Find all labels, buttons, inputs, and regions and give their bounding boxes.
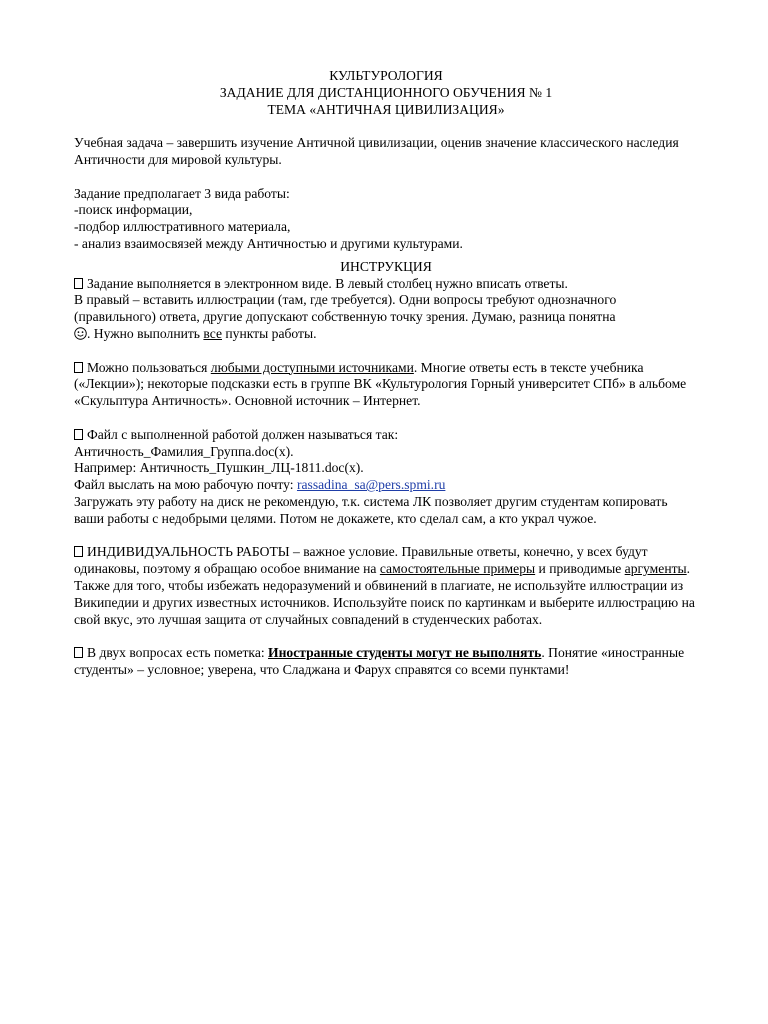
instruction-paragraph-4: ИНДИВИДУАЛЬНОСТЬ РАБОТЫ – важное условие. Правильные ответы, конечно, у всех будут одинаковы, поэтому я обращаю особое внимание на самостоятельные примеры и приводимые аргументы. Также для того, чтобы избежать недоразумений и обвинений в плагиате, не используйте иллюстрации из Википедии и других известных источников. Используйте поиск по картинкам и выберите иллюстрацию на свой вкус, это лучшая защита от случайных совпадений в студенческих работах. [74,544,695,627]
work-types-title: Задание предполагает 3 вида работы: [74,185,290,201]
instruction-paragraph-1: Задание выполняется в электронном виде. В левый столбец нужно вписать ответы. В правый – вставить иллюстрации (там, где требуется). Одни вопросы требуют однозначного (правильного) ответа, другие допускают собственную точку зрения. Думаю, разница понятна . Нужно выполнить все пункты работы. [74,275,617,341]
checkbox-bullet-icon [74,546,83,557]
email-link[interactable]: rassadina_sa@pers.spmi.ru [296,477,446,493]
goal-paragraph: Учебная задача – завершить изучение Античной цивилизации, оценив значение классического наследия Античности для мировой культуры. [74,135,679,167]
instruction-paragraph-3: Файл с выполненной работой должен называться так: Античность_Фамилия_Группа.doc(x). Например: Античность_Пушкин_ЛЦ-1811.doc(x). Файл выслать на мою рабочую почту: rassadina_sa@pers.spmi.ru Загружать эту работу на диск не рекомендую, т.к. система ЛК позволяет другим студентам копировать ваши работы с недобрыми целями. Потом не докажете, кто сделал сам, а кто украл чужое. [74,426,668,526]
checkbox-bullet-icon [74,362,83,373]
checkbox-bullet-icon [74,278,83,289]
topic-heading: ТЕМА «АНТИЧНАЯ ЦИВИЛИЗАЦИЯ» [267,101,505,117]
checkbox-bullet-icon [74,647,83,658]
instruction-paragraph-2: Можно пользоваться любыми доступными источниками. Многие ответы есть в тексте учебника («Лекции»); некоторые подсказки есть в группе ВК «Культурология Горный университет СПб» в альбоме «Скульптура Античность». Основной источник – Интернет. [74,359,687,409]
assignment-heading: ЗАДАНИЕ ДЛЯ ДИСТАНЦИОННОГО ОБУЧЕНИЯ № 1 [219,84,553,100]
work-type-item: -поиск информации, [74,202,193,218]
instruction-heading: ИНСТРУКЦИЯ [340,258,432,274]
instruction-paragraph-5: В двух вопросах есть пометка: Иностранные студенты могут не выполнять. Понятие «иностранные студенты» – условное; уверена, что Сладжана и Фарух справятся со всеми пунктами! [74,645,685,677]
smiley-face-icon [74,327,87,340]
document-page [74,68,698,679]
work-type-item: - анализ взаимосвязей между Античностью и другими культурами. [74,235,463,251]
work-type-item: -подбор иллюстративного материала, [74,219,291,235]
subject-heading: КУЛЬТУРОЛОГИЯ [329,68,443,83]
checkbox-bullet-icon [74,429,83,440]
